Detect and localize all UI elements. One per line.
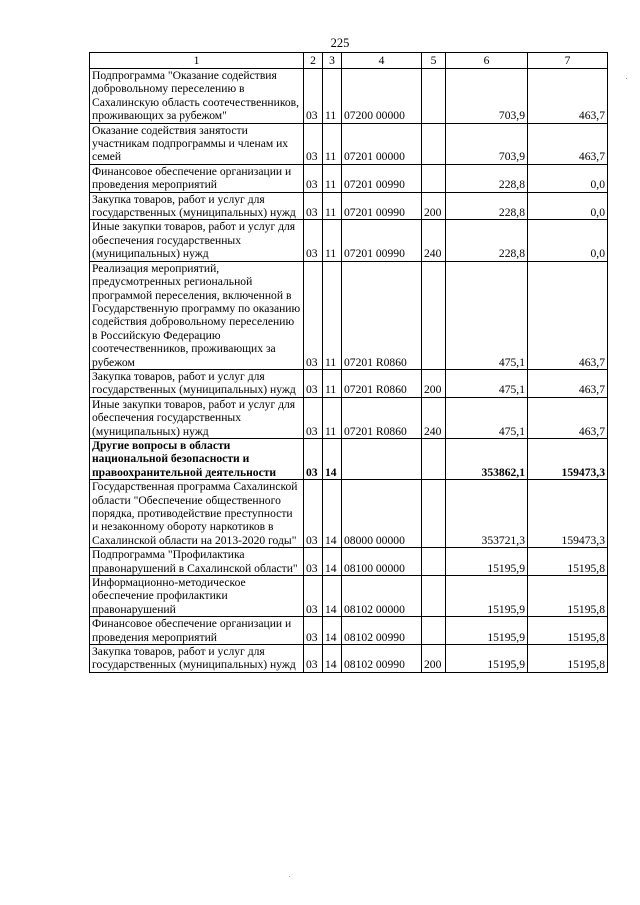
amount-cell-2: 463,7 bbox=[528, 123, 608, 164]
table-row bbox=[90, 438, 608, 479]
subsection-code-cell: 14 bbox=[323, 480, 342, 548]
target-article-cell: 08000 00000 bbox=[342, 480, 422, 548]
subsection-code-cell: 11 bbox=[323, 261, 342, 369]
target-article-cell: 07201 R0860 bbox=[342, 261, 422, 369]
amount-cell-1: 15195,9 bbox=[446, 548, 528, 576]
expense-type-cell: 200 bbox=[422, 369, 446, 397]
amount-cell-1: 15195,9 bbox=[446, 576, 528, 617]
section-code-cell: 03 bbox=[304, 617, 323, 645]
amount-cell-2: 15195,8 bbox=[528, 617, 608, 645]
row-name-cell: Финансовое обеспечение организации и проведения мероприятий bbox=[90, 617, 304, 645]
expense-type-cell bbox=[422, 617, 446, 645]
amount-cell-2: 463,7 bbox=[528, 69, 608, 124]
expense-type-cell bbox=[422, 548, 446, 576]
amount-cell-1: 228,8 bbox=[446, 220, 528, 261]
expense-type-cell bbox=[422, 69, 446, 124]
section-code-cell: 03 bbox=[304, 261, 323, 369]
table-row bbox=[90, 576, 608, 617]
section-code-cell: 03 bbox=[304, 480, 323, 548]
expense-type-cell bbox=[422, 123, 446, 164]
target-article-cell: 07201 00990 bbox=[342, 220, 422, 261]
budget-table bbox=[89, 52, 608, 673]
table-row bbox=[90, 397, 608, 438]
row-name-cell: Закупка товаров, работ и услуг для государственных (муниципальных) нужд bbox=[90, 645, 304, 673]
expense-type-cell: 240 bbox=[422, 220, 446, 261]
page-number: 225 bbox=[330, 36, 350, 50]
section-code-cell: 03 bbox=[304, 164, 323, 192]
row-name-cell: Иные закупки товаров, работ и услуг для обеспечения государственных (муниципальных) нужд bbox=[90, 220, 304, 261]
subsection-code-cell: 14 bbox=[323, 548, 342, 576]
amount-cell-2: 15195,8 bbox=[528, 576, 608, 617]
expense-type-cell: 200 bbox=[422, 645, 446, 673]
section-code-cell: 03 bbox=[304, 576, 323, 617]
row-name-cell: Иные закупки товаров, работ и услуг для обеспечения государственных (муниципальных) нужд bbox=[90, 397, 304, 438]
section-code-cell: 03 bbox=[304, 397, 323, 438]
row-name-cell: Финансовое обеспечение организации и проведения мероприятий bbox=[90, 164, 304, 192]
amount-cell-1: 228,8 bbox=[446, 192, 528, 220]
expense-type-cell bbox=[422, 438, 446, 479]
column-header: 1 bbox=[90, 53, 304, 69]
target-article-cell: 07200 00000 bbox=[342, 69, 422, 124]
table-header bbox=[90, 53, 608, 69]
section-code-cell: 03 bbox=[304, 645, 323, 673]
table-body bbox=[90, 69, 608, 673]
subsection-code-cell: 11 bbox=[323, 164, 342, 192]
row-name-cell: Закупка товаров, работ и услуг для государственных (муниципальных) нужд bbox=[90, 369, 304, 397]
amount-cell-1: 15195,9 bbox=[446, 617, 528, 645]
column-header: 5 bbox=[422, 53, 446, 69]
target-article-cell: 08100 00000 bbox=[342, 548, 422, 576]
amount-cell-2: 159473,3 bbox=[528, 480, 608, 548]
amount-cell-1: 353862,1 bbox=[446, 438, 528, 479]
section-code-cell: 03 bbox=[304, 369, 323, 397]
amount-cell-2: 463,7 bbox=[528, 369, 608, 397]
target-article-cell: 07201 R0860 bbox=[342, 369, 422, 397]
amount-cell-2: 463,7 bbox=[528, 397, 608, 438]
table-row bbox=[90, 369, 608, 397]
row-name-cell: Подпрограмма "Оказание содействия добровольному переселению в Сахалинскую область соотечественников, проживающих за рубежом" bbox=[90, 69, 304, 124]
target-article-cell: 08102 00990 bbox=[342, 645, 422, 673]
table-row bbox=[90, 617, 608, 645]
section-code-cell: 03 bbox=[304, 123, 323, 164]
table-row bbox=[90, 645, 608, 673]
table-row bbox=[90, 548, 608, 576]
amount-cell-1: 475,1 bbox=[446, 369, 528, 397]
target-article-cell bbox=[342, 438, 422, 479]
table-row bbox=[90, 261, 608, 369]
row-name-cell: Реализация мероприятий, предусмотренных региональной программой переселения, включенной в Государственную программу по оказанию содействия добровольному переселению в Российскую Федерацию соотечественников, проживающих за рубежом bbox=[90, 261, 304, 369]
subsection-code-cell: 11 bbox=[323, 220, 342, 261]
amount-cell-1: 353721,3 bbox=[446, 480, 528, 548]
subsection-code-cell: 14 bbox=[323, 576, 342, 617]
subsection-code-cell: 11 bbox=[323, 69, 342, 124]
amount-cell-1: 475,1 bbox=[446, 397, 528, 438]
table-row bbox=[90, 192, 608, 220]
row-name-cell: Оказание содействия занятости участникам подпрограммы и членам их семей bbox=[90, 123, 304, 164]
table-row bbox=[90, 69, 608, 124]
amount-cell-2: 159473,3 bbox=[528, 438, 608, 479]
subsection-code-cell: 14 bbox=[323, 438, 342, 479]
expense-type-cell: 240 bbox=[422, 397, 446, 438]
expense-type-cell bbox=[422, 261, 446, 369]
subsection-code-cell: 11 bbox=[323, 397, 342, 438]
row-name-cell: Закупка товаров, работ и услуг для государственных (муниципальных) нужд bbox=[90, 192, 304, 220]
table-row bbox=[90, 164, 608, 192]
amount-cell-1: 228,8 bbox=[446, 164, 528, 192]
header-row bbox=[90, 53, 608, 69]
amount-cell-1: 703,9 bbox=[446, 123, 528, 164]
row-name-cell: Другие вопросы в области национальной безопасности и правоохранительной деятельности bbox=[90, 438, 304, 479]
expense-type-cell bbox=[422, 576, 446, 617]
table-row bbox=[90, 123, 608, 164]
target-article-cell: 08102 00990 bbox=[342, 617, 422, 645]
subsection-code-cell: 11 bbox=[323, 123, 342, 164]
amount-cell-1: 15195,9 bbox=[446, 645, 528, 673]
subsection-code-cell: 14 bbox=[323, 617, 342, 645]
subsection-code-cell: 11 bbox=[323, 369, 342, 397]
amount-cell-2: 0,0 bbox=[528, 220, 608, 261]
scan-speck bbox=[289, 876, 290, 877]
amount-cell-2: 15195,8 bbox=[528, 548, 608, 576]
row-name-cell: Подпрограмма "Профилактика правонарушений в Сахалинской области" bbox=[90, 548, 304, 576]
column-header: 4 bbox=[342, 53, 422, 69]
section-code-cell: 03 bbox=[304, 438, 323, 479]
amount-cell-2: 0,0 bbox=[528, 192, 608, 220]
target-article-cell: 07201 R0860 bbox=[342, 397, 422, 438]
amount-cell-2: 15195,8 bbox=[528, 645, 608, 673]
row-name-cell: Информационно-методическое обеспечение профилактики правонарушений bbox=[90, 576, 304, 617]
section-code-cell: 03 bbox=[304, 192, 323, 220]
column-header: 6 bbox=[446, 53, 528, 69]
row-name-cell: Государственная программа Сахалинской области "Обеспечение общественного порядка, противодействие преступности и незаконному обороту наркотиков в Сахалинской области на 2013-2020 годы" bbox=[90, 480, 304, 548]
target-article-cell: 08102 00000 bbox=[342, 576, 422, 617]
section-code-cell: 03 bbox=[304, 220, 323, 261]
scan-speck bbox=[626, 78, 627, 79]
section-code-cell: 03 bbox=[304, 69, 323, 124]
table-row bbox=[90, 480, 608, 548]
expense-type-cell bbox=[422, 480, 446, 548]
target-article-cell: 07201 00990 bbox=[342, 164, 422, 192]
amount-cell-2: 0,0 bbox=[528, 164, 608, 192]
target-article-cell: 07201 00000 bbox=[342, 123, 422, 164]
table-row bbox=[90, 220, 608, 261]
section-code-cell: 03 bbox=[304, 548, 323, 576]
subsection-code-cell: 14 bbox=[323, 645, 342, 673]
column-header: 2 bbox=[304, 53, 323, 69]
amount-cell-1: 703,9 bbox=[446, 69, 528, 124]
target-article-cell: 07201 00990 bbox=[342, 192, 422, 220]
subsection-code-cell: 11 bbox=[323, 192, 342, 220]
amount-cell-1: 475,1 bbox=[446, 261, 528, 369]
column-header: 7 bbox=[528, 53, 608, 69]
expense-type-cell: 200 bbox=[422, 192, 446, 220]
amount-cell-2: 463,7 bbox=[528, 261, 608, 369]
column-header: 3 bbox=[323, 53, 342, 69]
expense-type-cell bbox=[422, 164, 446, 192]
